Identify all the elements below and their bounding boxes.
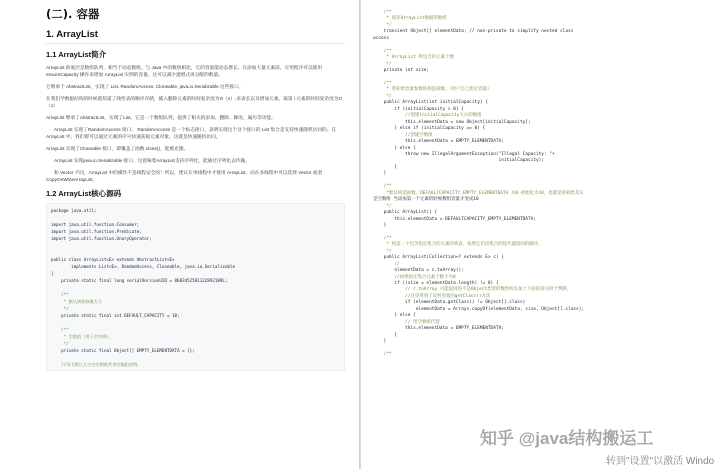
code-line: private static final int DEFAULT_CAPACITY = 10; [51,313,180,318]
code-line: { [51,271,54,276]
paragraph: ArrayList 实现java.io.Serializable 接口，这意味着ArrayList支持序列化，能通过序列化去传输。 [54,158,250,163]
section-title: (二). 容器 [46,7,100,21]
code-line: * 空数组（用于空实例）。 [51,334,113,339]
code-line [51,319,340,326]
code-line: if (elementData.getClass() != Object[].class) [373,300,526,306]
code-line: package java.util; [51,208,97,213]
code-line: this.elementData = EMPTY_ELEMENTDATA; [373,326,504,332]
code-line: */ [373,203,392,209]
zhihu-watermark: 知乎 @java结构搬运工 [480,429,654,448]
code-line: } [373,164,398,170]
code-line: implements List<E>, RandomAccess, Cloneable, java.io.Serializable [51,264,236,269]
code-line: */ [373,22,392,28]
code-line: } else { [373,145,416,151]
code-line: 是空数组 当添加第一个元素的时候数组容量才变成10 [373,197,479,203]
code-line: * ArrayList 所包含的元素个数 [373,55,454,61]
code-line: * 构造一个包含指定集合的元素的列表，按照它们由集合的迭代器返回的顺序。 [373,242,543,248]
code-line: * 默认初始容量大小 [51,299,103,304]
code-line: import java.util.function.Consumer; [51,222,140,227]
code-line: /** [373,48,392,54]
code-line: */ [373,248,392,254]
code-line: this.elementData = EMPTY_ELEMENTDATA; [373,139,504,145]
code-line: import java.util.function.Predicate; [51,229,142,234]
paragraph: ArrayList 的底层是数组队列，相当于动态数组。与 Java 中的数组相比，它的容量能动态增长。在添加大量元素前，应用程序可以使用 ensureCapacity 操作来增加 ArrayList 实例的容量。这可以减少递增式再分配的数量。 [46,65,323,77]
code-line: } [373,339,387,345]
code-line: /** [373,235,392,241]
code-line: throw new IllegalArgumentException("Illegal Capacity: "+ [373,151,555,157]
code-line: // 用空数组代替 [373,319,440,325]
code-line: /** [373,10,392,15]
code-block-left [46,203,345,371]
code-line: initialCapacity); [373,158,544,164]
code-line [51,214,340,221]
paragraph: ArrayList 实现了Cloneable 接口，即覆盖了函数 clone()，能被克隆。 [46,146,189,151]
code-line: private static final Object[] EMPTY_ELEMENTDATA = {}; [51,348,195,353]
windows-activation-notice: 转到"设置"以激活 Windo [606,456,715,467]
paragraph: ArrayList 继承了AbstractList，实现了List。它是一个数组队列，提供了相关的添加、删除、修改、遍历等功能。 [46,115,276,120]
code-line: elementData = c.toArray(); [373,268,464,274]
code-line: */ [373,93,392,99]
code-line: * 保存ArrayList数据的数组 [373,16,447,22]
code-line: transient Object[] elementData; // non-private to simplify nested class [373,29,574,35]
heading-intro: 1.1 ArrayList简介 [46,50,107,59]
code-line: /** [373,352,392,358]
code-line [51,284,340,291]
code-line: */ [51,341,69,346]
code-line: } [373,222,387,228]
paragraph: 它继承于 AbstractList，实现了 List, RandomAccess, Cloneable, java.io.Serializable 这些接口。 [46,84,244,89]
code-line: public ArrayList() { [373,210,438,216]
code-line: /** [373,184,392,190]
paragraph: 在我们学数据结构的时候就知道了线性表的顺序存储，插入删除元素的时间复杂度为O（n）,求表长以及增加元素，取第 i 元素的时间复杂度为O（1） [46,96,343,108]
code-line: // c.toArray 可能返回的不是Object类型的数组所以加上下面的语句用于判断， [373,287,572,293]
code-line: public ArrayList(Collection<? extends E> c) { [373,255,504,261]
code-line: //用于默认大小空实例的共享空数组实例。 [51,362,142,367]
code-line: } else { [373,313,416,319]
code-line: //创建空数组 [373,132,433,138]
paragraph: 和 Vector 不同，ArrayList 中的操作不是线程安全的！所以，建议在单线程中才使用 ArrayList，而在多线程中可以选择 Vector 或者 CopyOnWriteArrayList。 [46,170,323,182]
code-line: access [373,35,390,41]
code-line [51,242,340,249]
heading-arraylist: 1. ArrayList [46,29,345,44]
code-line: } [373,171,387,177]
code-line: // [373,261,400,267]
code-line: /** [51,327,69,332]
code-line: */ [373,61,392,67]
paragraph: ArrayList 实现了RandomAccess 接口， RandomAccess 是一个标志接口，表明实现这个这个接口的 List 集合是支持快速随机访问的。在 ArrayList 中，我们即可以通过元素的序号快速获取元素对象，这就是快速随机访问。 [46,127,337,139]
code-line: * 带初始容量参数的构造函数。（用户自己指定容量） [373,87,492,93]
code-line: this.elementData = new Object[initialCapacity]; [373,119,531,125]
code-line: /** [373,80,392,86]
code-block-right [373,10,710,358]
code-line: public ArrayList(int initialCapacity) { [373,100,488,106]
code-line: //这里用到了反射里面的getClass()方法 [373,293,491,299]
code-line: elementData = Arrays.copyOf(elementData, size, Object[].class); [373,306,585,312]
code-line [51,354,340,361]
code-line [51,249,340,256]
code-line: this.elementData = DEFAULTCAPACITY_EMPTY_ELEMENTDATA; [373,216,536,222]
code-line: private int size; [373,68,430,74]
code-line: */ [51,306,69,311]
code-line: public class ArrayList<E> extends AbstractList<E> [51,257,175,262]
code-line: *默认构造函数，DEFAULTCAPACITY_EMPTY_ELEMENTDATA 为0.初始化为10，也就是说初始其实 [373,190,584,196]
code-line: //如果指定集合元素个数不为0 [373,274,456,280]
code-line: if (initialCapacity > 0) { [373,106,464,112]
code-line: /** [51,292,69,297]
code-line: //创建initialCapacity大小的数组 [373,113,482,119]
code-line: } [373,332,398,338]
heading-source: 1.2 ArrayList核心源码 [46,189,122,198]
code-line: import java.util.function.UnaryOperator; [51,236,152,241]
right-page [361,0,720,469]
code-line: if ((size = elementData.length) != 0) { [373,281,499,287]
code-line: } else if (initialCapacity == 0) { [373,126,486,132]
code-line: private static final long serialVersionUID = 8683452581122892189L; [51,278,228,283]
